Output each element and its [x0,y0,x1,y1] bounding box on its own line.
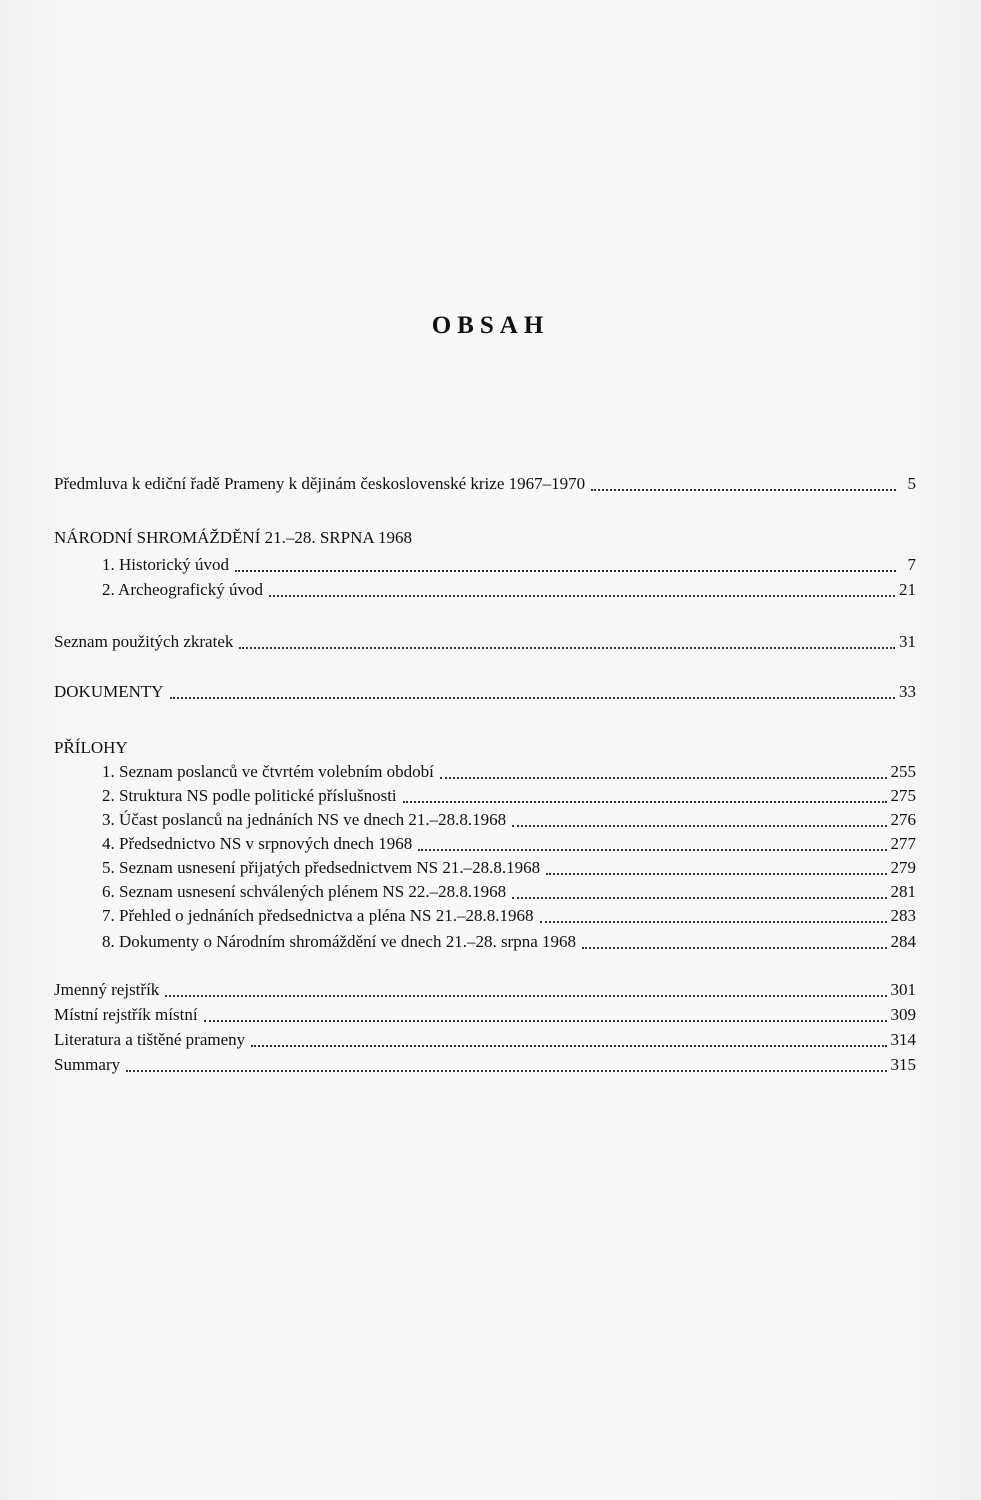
toc-entry-label: 2. Archeografický úvod [102,580,263,599]
dot-leader [235,570,896,572]
toc-entry [102,932,916,952]
toc-entry [102,858,916,878]
toc-entry [102,555,916,575]
dot-leader [126,1070,886,1072]
toc-entry-page: 301 [890,980,916,999]
toc-entry-page: 283 [890,906,916,925]
dot-leader [512,897,886,899]
toc-entry-label: DOKUMENTY [54,682,164,701]
toc-section-heading: PŘÍLOHY [54,738,128,757]
toc-entry-page: 315 [890,1055,916,1074]
toc-entry-label: 7. Přehled o jednáních předsednictva a pléna NS 21.–28.8.1968 [102,906,534,925]
toc-entry-page: 284 [890,932,916,951]
toc-entry-page: 255 [890,762,916,781]
toc-entry-page: 33 [899,682,916,701]
toc-entry-label: 4. Předsednictvo NS v srpnových dnech 1968 [102,834,413,853]
toc-entry-page: 7 [907,555,916,574]
toc-section-heading: NÁRODNÍ SHROMÁŽDĚNÍ 21.–28. SRPNA 1968 [54,528,412,547]
toc-entry [102,810,916,830]
toc-entry-page: 5 [907,474,916,493]
page-title: OBSAH [431,312,550,339]
dot-leader [251,1045,886,1047]
toc-entry-page: 279 [890,858,916,877]
toc-entry-label: Literatura a tištěné prameny [54,1030,246,1049]
toc-entry-label: 2. Struktura NS podle politické příslušnosti [102,786,397,805]
toc-entry [102,882,916,902]
toc-entry-label: 5. Seznam usnesení přijatých předsednictvem NS 21.–28.8.1968 [102,858,541,877]
dot-leader [403,801,887,803]
toc-entry [102,834,916,854]
dot-leader [540,921,887,923]
toc-entry-label: Summary [54,1055,121,1074]
dot-leader [204,1020,887,1022]
toc-entry-label: Jmenný rejstřík [54,980,160,999]
toc-entry [54,682,916,702]
toc-entry-label: Seznam použitých zkratek [54,632,234,651]
toc-entry [54,980,916,1000]
toc-entry [102,762,916,782]
toc-entry-label: Předmluva k ediční řadě Prameny k dějinám československé krize 1967–1970 [54,474,586,493]
toc-entry-label: 1. Historický úvod [102,555,230,574]
toc-entry [54,1030,916,1050]
toc-entry-page: 276 [890,810,916,829]
toc-entry [102,786,916,806]
toc-entry [54,632,916,652]
dot-leader [239,647,895,649]
toc-entry [102,580,916,600]
toc-entry-page: 21 [899,580,916,599]
toc-entry-page: 314 [890,1030,916,1049]
dot-leader [170,697,895,699]
toc-entry-label: 6. Seznam usnesení schválených plénem NS 22.–28.8.1968 [102,882,507,901]
toc-entry-page: 275 [890,786,916,805]
toc-entry-label: 8. Dokumenty o Národním shromáždění ve dnech 21.–28. srpna 1968 [102,932,577,951]
dot-leader [418,849,886,851]
toc-entry-label: Místní rejstřík místní [54,1005,198,1024]
toc-entry-label: 1. Seznam poslanců ve čtvrtém volebním období [102,762,434,781]
toc-entry [54,474,916,494]
dot-leader [165,995,886,997]
dot-leader [269,595,895,597]
toc-entry-label: 3. Účast poslanců na jednáních NS ve dnech 21.–28.8.1968 [102,810,507,829]
dot-leader [440,777,887,779]
dot-leader [591,489,896,491]
toc-entry-page: 31 [899,632,916,651]
toc-entry [54,1055,916,1075]
toc-entry-page: 309 [890,1005,916,1024]
toc-entry-page: 277 [890,834,916,853]
dot-leader [582,947,886,949]
dot-leader [546,873,886,875]
toc-entry [54,1005,916,1025]
dot-leader [512,825,886,827]
toc-entry [102,906,916,926]
toc-entry-page: 281 [890,882,916,901]
